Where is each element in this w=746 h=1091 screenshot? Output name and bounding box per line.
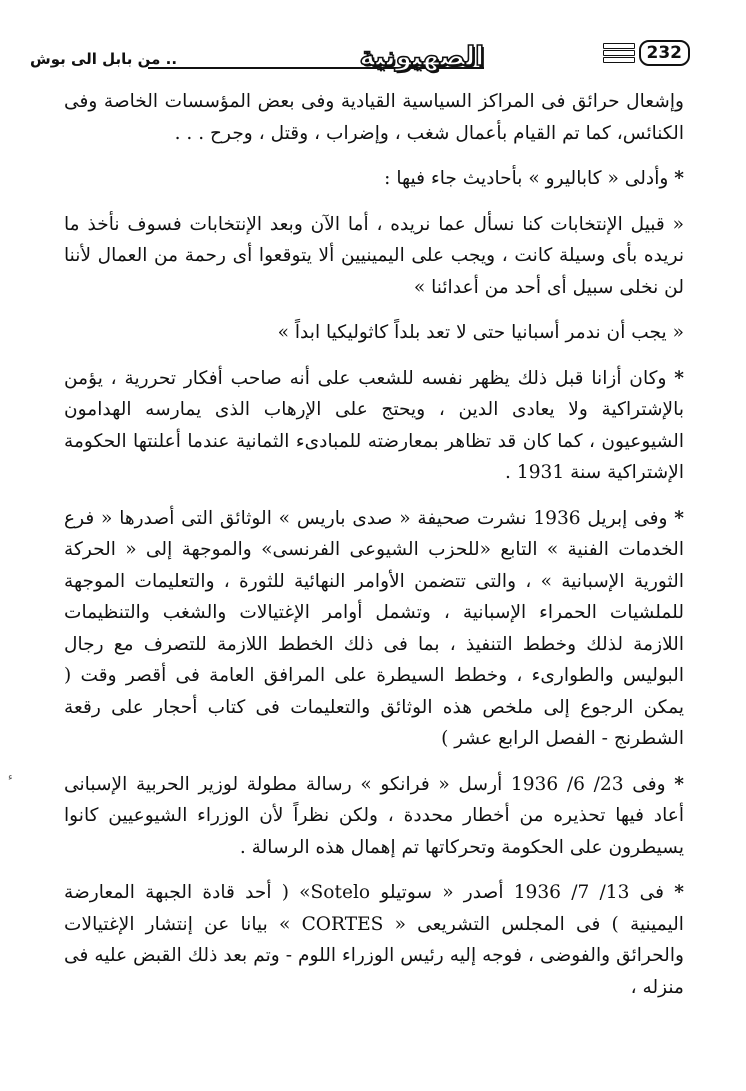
paragraph xyxy=(64,317,684,349)
page-header xyxy=(30,38,684,76)
paragraph-text: وفى 23/ 6/ 1936 أرسل « فرانكو » رسالة مطولة لوزير الحربية الإسبانى أعاد فيها تحذيره من أخطار محددة ، ولكن نظراً لأن الوزراء الشيوعيين كانوا يسيطرون على الحكومة وتحركاتها تم إهمال هذه الرسالة . xyxy=(64,773,684,858)
bullet-star-icon: * xyxy=(674,168,684,189)
paragraph-text: وفى إبريل 1936 نشرت صحيفة « صدى باريس » الوثائق التى أصدرها « فرع الخدمات الفنية » التابع «للحزب الشيوعى الفرنسى» والموجهة إلى « الحركة الثورية الإسبانية » ، والتى تتضمن الأوامر النهائية للثورة ، والتعليمات الموجهة للملشيات الحمراء الإسبانية ، وتشمل أوامر الإغتيالات والشغب والتنظيمات اللازمة لذلك وخطط التنفيذ ، بما فى ذلك الخطط اللازمة للتصرف مع رجال البوليس والطوارىء ، وخطط السيطرة على المرافق العامة فى أقصر وقت ( يمكن الرجوع إلى ملخص هذه الوثائق والتعليمات فى كتاب أحجار على رقعة الشطرنج - الفصل الرابع عشر ) xyxy=(64,507,684,749)
paragraph-text: « يجب أن ندمر أسبانيا حتى لا تعد بلداً كاثوليكيا ابداً » xyxy=(277,322,684,343)
bullet-star-icon: * xyxy=(674,773,684,795)
bullet-star-icon: * xyxy=(674,882,684,903)
paragraph xyxy=(64,877,684,1003)
paragraph-text: وكان أزانا قبل ذلك يظهر نفسه للشعب على أنه صاحب أفكار تحررية ، يؤمن بالإشتراكية ولا يعادى الدين ، ويحتج على الإرهاب الذى يمارسه الهدامون الشيوعيون ، كما كان قد تظاهر بمعارضته للمبادىء الثمانية عندما أعلنتها الحكومة الإشتراكية سنة 1931 . xyxy=(64,367,684,483)
bullet-star-icon: * xyxy=(674,507,684,529)
body-text xyxy=(64,86,684,1003)
paragraph xyxy=(64,363,684,489)
margin-mark: ء xyxy=(8,772,13,783)
page-number-badge xyxy=(603,40,691,66)
bullet-star-icon: * xyxy=(674,367,684,389)
book-subtitle: .. من بابل الى بوش xyxy=(30,50,178,68)
book-title: الصهيونية xyxy=(359,42,484,72)
paragraph xyxy=(64,209,684,304)
paragraph xyxy=(64,769,684,864)
paragraph-text: « قبيل الإنتخابات كنا نسأل عما نريده ، أما الآن وبعد الإنتخابات فسوف نأخذ ما نريده بأى وسيلة كانت ، ويجب على اليمينيين ألا يتوقعوا أى رحمة من العمال لأننا لن نخلى سبيل أى أحد من أعدائنا » xyxy=(64,213,684,298)
books-icon xyxy=(603,43,635,63)
paragraph xyxy=(64,163,684,195)
paragraph xyxy=(64,503,684,755)
paragraph-text: وإشعال حرائق فى المراكز السياسية القيادية وفى بعض المؤسسات الخاصة وفى الكنائس، كما تم القيام بأعمال شغب ، وإضراب ، وقتل ، وجرح . . . xyxy=(64,91,684,144)
page-number: 232 xyxy=(639,40,691,66)
paragraph-text: فى 13/ 7/ 1936 أصدر « سوتيلو Sotelo» ( أحد قادة الجبهة المعارضة اليمينية ) فى المجلس التشريعى « CORTES » بيانا عن إنتشار الإغتيالات والحرائق والفوضى ، فوجه إليه رئيس الوزراء اللوم - وتم بعد ذلك القبض عليه فى منزله ، xyxy=(64,882,684,998)
paragraph xyxy=(64,86,684,149)
paragraph-text: وأدلى « كاباليرو » بأحاديث جاء فيها : xyxy=(384,168,669,189)
